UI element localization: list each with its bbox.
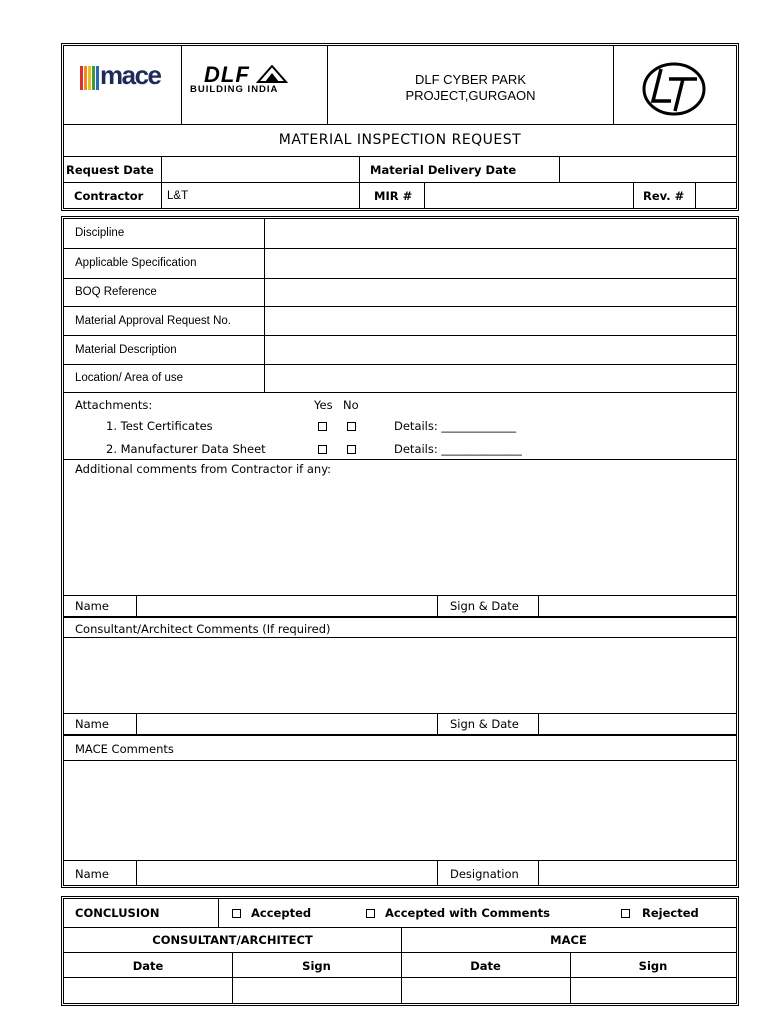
mace-date-field[interactable] [403,979,568,1001]
field-label-discipline: Discipline [75,227,125,239]
attachment-test-certificates-label: 1. Test Certificates [106,419,213,433]
mace-name-field[interactable] [139,862,435,883]
consultant-sign-field[interactable] [234,979,399,1001]
conclusion-label: CONCLUSION [75,906,160,920]
consultant-date-header: Date [132,959,164,973]
test-certificates-details[interactable]: Details: _____________ [394,419,517,433]
attachment-manufacturer-data-label: 2. Manufacturer Data Sheet [106,442,266,456]
consultant-date-field[interactable] [66,979,230,1001]
request-date-label: Request Date [66,163,154,177]
field-value-specification[interactable] [270,256,730,270]
accepted-with-comments-label: Accepted with Comments [385,906,550,920]
field-value-material-description[interactable] [270,343,730,357]
contractor-sign-field[interactable] [541,597,734,614]
contractor-field[interactable]: L&T [167,190,189,202]
mir-label: MIR # [374,189,413,203]
test-certificates-yes-checkbox[interactable] [318,422,327,431]
field-label-boq-reference: BOQ Reference [75,286,157,298]
field-value-approval-request[interactable] [270,314,730,328]
rejected-checkbox[interactable] [621,909,630,918]
mace-comments-label: MACE Comments [75,742,174,756]
mace-name-label: Name [75,867,109,881]
mace-designation-field[interactable] [541,862,734,883]
field-label-approval-request: Material Approval Request No. [75,315,231,327]
mace-logo [80,60,170,100]
mace-sign-header: Sign [638,959,668,973]
mace-date-header: Date [470,959,501,973]
mace-sign-field[interactable] [572,979,734,1001]
mace-logo-text: mace [100,60,161,90]
delivery-date-label: Material Delivery Date [370,163,517,177]
consultant-sign-header: Sign [302,959,331,973]
consultant-comments-area[interactable] [66,639,734,711]
field-value-boq-reference[interactable] [270,285,730,299]
contractor-name-field[interactable] [139,597,435,614]
consultant-name-label: Name [75,717,109,731]
consultant-sign-label: Sign & Date [450,717,519,731]
mace-header: MACE [550,933,587,947]
delivery-date-field[interactable] [563,163,733,177]
attachments-no-header: No [343,398,359,412]
contractor-sign-label: Sign & Date [450,599,519,613]
field-value-location[interactable] [270,371,730,385]
field-label-location: Location/ Area of use [75,372,184,384]
manufacturer-data-yes-checkbox[interactable] [318,445,327,454]
rev-field[interactable] [699,189,733,203]
dlf-logo [190,62,320,98]
mace-comments-area[interactable] [66,762,734,858]
rejected-label: Rejected [642,906,699,920]
contractor-label: Contractor [74,189,144,203]
contractor-comments-label: Additional comments from Contractor if any: [75,462,332,476]
request-date-field[interactable] [166,163,356,177]
consultant-comments-label: Consultant/Architect Comments (If required) [75,622,331,636]
field-label-material-description: Material Description [75,344,177,356]
contractor-name-label: Name [75,599,109,613]
accepted-with-comments-checkbox[interactable] [366,909,375,918]
page-title: MATERIAL INSPECTION REQUEST [278,132,522,148]
contractor-comments-area[interactable] [66,478,734,593]
lt-logo [639,59,709,119]
accepted-checkbox[interactable] [232,909,241,918]
mir-field[interactable] [428,189,628,203]
project-line-1: DLF CYBER PARK [414,72,526,87]
dlf-tagline: BUILDING INDIA [190,84,279,95]
test-certificates-no-checkbox[interactable] [347,422,356,431]
attachments-yes-header: Yes [314,398,333,412]
consultant-name-field[interactable] [139,715,435,732]
consultant-architect-header: CONSULTANT/ARCHITECT [152,933,313,947]
manufacturer-data-no-checkbox[interactable] [347,445,356,454]
dlf-logo-text: DLF [204,62,250,87]
field-label-specification: Applicable Specification [75,257,197,269]
accepted-label: Accepted [251,906,312,920]
mace-designation-label: Designation [450,867,519,881]
field-value-discipline[interactable] [270,226,730,240]
rev-label: Rev. # [643,189,685,203]
attachments-label: Attachments: [75,398,153,412]
manufacturer-data-details[interactable]: Details: ______________ [394,442,522,456]
consultant-sign-field[interactable] [541,715,734,732]
project-line-2: PROJECT,GURGAON [405,88,536,103]
